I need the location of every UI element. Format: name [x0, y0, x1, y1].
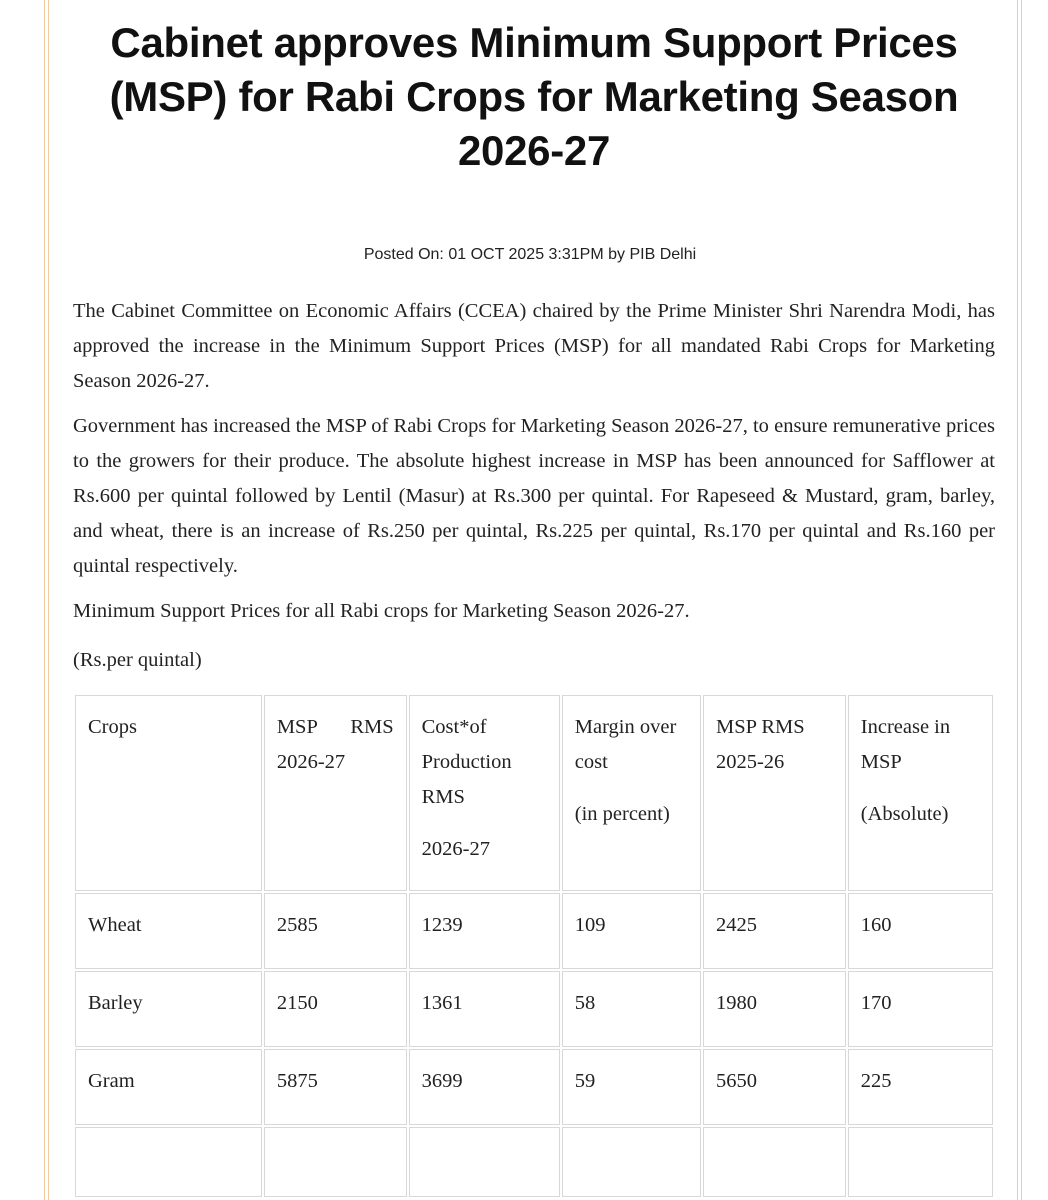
- cell-empty: [562, 1127, 701, 1197]
- cell-msp-2025: 2425: [703, 893, 846, 969]
- paragraph-intro: The Cabinet Committee on Economic Affairs (CCEA) chaired by the Prime Minister Shri Narendra Modi, has approved the increase in the Minimum Support Prices (MSP) for all mandated Rabi Crops for Marketing Season 2026-27.: [73, 300, 995, 392]
- cell-msp-2025: 5650: [703, 1049, 846, 1125]
- posted-on: Posted On: 01 OCT 2025 3:31PM by PIB Delhi: [363, 246, 697, 263]
- header-increase: Increase in MSP (Absolute): [848, 695, 993, 891]
- cell-crop: Gram: [75, 1049, 262, 1125]
- cell-cost: 1239: [409, 893, 560, 969]
- article-title: Cabinet approves Minimum Support Prices (MSP) for Rabi Crops for Marketing Season 2026-27: [109, 19, 959, 174]
- cell-margin: 59: [562, 1049, 701, 1125]
- cell-msp-2026: 5875: [264, 1049, 407, 1125]
- header-cost: Cost*of Production RMS 2026-27: [409, 695, 560, 891]
- table-row: [75, 893, 993, 969]
- table-row-partial: [75, 1127, 993, 1197]
- cell-increase: 170: [848, 971, 993, 1047]
- cell-cost: 3699: [409, 1049, 560, 1125]
- cell-crop: Barley: [75, 971, 262, 1047]
- cell-msp-2026: 2585: [264, 893, 407, 969]
- cell-increase: 160: [848, 893, 993, 969]
- cell-margin: 109: [562, 893, 701, 969]
- cell-empty: [75, 1127, 262, 1197]
- header-margin: Margin over cost (in percent): [562, 695, 701, 891]
- cell-empty: [264, 1127, 407, 1197]
- paragraph-unit: (Rs.per quintal): [73, 649, 202, 671]
- table-row: [75, 1049, 993, 1125]
- page-border-right: [1017, 0, 1022, 1200]
- table-header-row: [75, 695, 993, 891]
- cell-empty: [848, 1127, 993, 1197]
- header-msp-2025: MSP RMS 2025-26: [703, 695, 846, 891]
- header-crops: Crops: [75, 695, 262, 891]
- paragraph-increase: Government has increased the MSP of Rabi Crops for Marketing Season 2026-27, to ensure remunerative prices to the growers for their produce. The absolute highest increase in MSP has been announced for Safflower at Rs.600 per quintal followed by Lentil (Masur) at Rs.300 per quintal. For Rapeseed & Mustard, gram, barley, and wheat, there is an increase of Rs.250 per quintal, Rs.225 per quintal, Rs.170 per quintal and Rs.160 per quintal respectively.: [73, 415, 995, 577]
- page-border-left: [44, 0, 49, 1200]
- cell-msp-2025: 1980: [703, 971, 846, 1047]
- cell-msp-2026: 2150: [264, 971, 407, 1047]
- paragraph-table-caption: Minimum Support Prices for all Rabi crops for Marketing Season 2026-27.: [73, 600, 690, 622]
- msp-table: [73, 693, 995, 1199]
- table-row: [75, 971, 993, 1047]
- cell-crop: Wheat: [75, 893, 262, 969]
- cell-margin: 58: [562, 971, 701, 1047]
- cell-increase: 225: [848, 1049, 993, 1125]
- header-msp-2026: MSP RMS 2026-27: [264, 695, 407, 891]
- article: [73, 0, 995, 1199]
- cell-cost: 1361: [409, 971, 560, 1047]
- cell-empty: [703, 1127, 846, 1197]
- cell-empty: [409, 1127, 560, 1197]
